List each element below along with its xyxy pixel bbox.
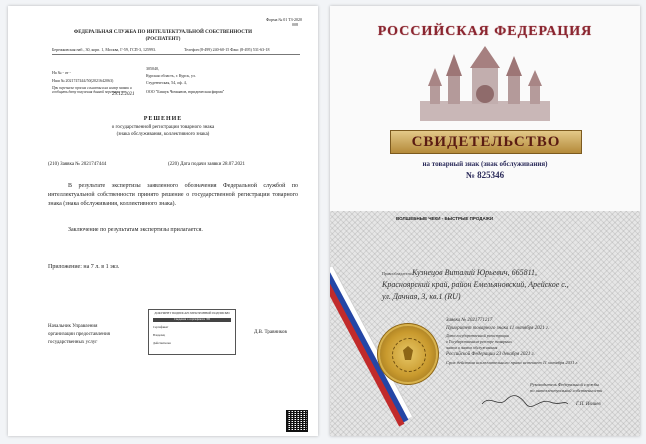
recipient-line: Студенческая, 54, оф. 4, (146, 80, 187, 85)
certificate-subtitle: на товарный знак (знак обслуживания) (422, 160, 548, 168)
signer-title-line: государственных услуг (48, 340, 98, 345)
form-number-2: 008 (292, 22, 298, 27)
reference-line-1: На № - от - (52, 70, 71, 75)
registration-line: Дата государственной регистрации (446, 333, 509, 338)
recipient-line: Курская область, г. Курск, ул. (146, 73, 196, 78)
gold-seal (380, 326, 436, 382)
holder-line: ул. Дачная, 3, кв.1 (RU) (382, 292, 461, 301)
registration-line: Российской Федерации 23 декабря 2021 г. (446, 352, 535, 357)
decision-document (8, 6, 318, 436)
electronic-signature-stamp (148, 309, 236, 355)
certificate-title: СВИДЕТЕЛЬСТВО (390, 130, 582, 154)
stamp-valid: Действителен (153, 341, 171, 345)
reference-note: При переписке просим ссылаться на номер заявки и сообщить дату получения данной переписки от (52, 86, 132, 95)
attachment-note: Приложение: на 7 л. в 1 экз. (48, 264, 120, 270)
stamp-heading: ДОКУМЕНТ ПОДПИСАН ЭЛЕКТРОННОЙ ПОДПИСЬЮ (154, 311, 230, 315)
certificate-number: № 825346 (465, 170, 505, 180)
certificate-document (330, 6, 640, 436)
form-number: Форма № 01 ТЗ-2020 (266, 17, 302, 22)
decision-title: РЕШЕНИЕ (143, 116, 183, 122)
decision-subtitle-2: (знака обслуживания, коллективного знака) (116, 132, 210, 137)
reference-date: 29.12.2021 (112, 92, 135, 97)
agency-name: ФЕДЕРАЛЬНАЯ СЛУЖБА ПО ИНТЕЛЛЕКТУАЛЬНОЙ СОБСТВЕННОСТИ (73, 30, 253, 35)
signature-scribble (480, 392, 570, 410)
holder-line: Красноярский край, район Емельяновский, Арейское с., (382, 280, 569, 289)
application-date: (220) Дата подачи заявки 28.07.2021 (168, 162, 246, 167)
signer-title-line: Начальник Управления (48, 324, 98, 329)
agency-address: Бережковская наб., 30, корп. 1, Москва, Г-59, ГСП-3, 125993. (52, 47, 157, 52)
country-heading: РОССИЙСКАЯ ФЕДЕРАЦИЯ (377, 24, 593, 39)
holder-label: Правообладатель: (382, 271, 413, 276)
agency-short-name: (РОСПАТЕНТ) (145, 37, 181, 42)
expertise-conclusion: Заключение по результатам экспертизы прилагается. (68, 227, 203, 233)
agency-phone: Телефон (8-499) 240-60-15 Факс (8-495) 531-63-18 (184, 47, 270, 52)
head-title-line: Руководитель Федеральной службы (530, 382, 600, 387)
stamp-cert: Сертификат (153, 325, 169, 329)
header-divider (52, 54, 300, 55)
registration-line: знаков и знаков обслуживания (446, 345, 498, 350)
head-title-line: по интеллектуальной собственности (530, 388, 603, 393)
expiry-line: Срок действия исключительного права истекает 11 октября 2031 г. (446, 360, 579, 365)
decision-subtitle-1: о государственной регистрации товарного знака (111, 125, 215, 130)
qr-code (286, 410, 308, 432)
holder-line: Кузнецов Виталий Юрьевич, 665811, (412, 268, 538, 277)
recipient-line: ООО "Бишук Чичьянов, юридическая фирма" (146, 89, 225, 94)
stamp-owner: Владелец (153, 333, 166, 337)
trademark-text: ВОЛШЕБНЫЕ ЧЕКИ - БЫСТРЫЕ ПРОДАЖИ (396, 216, 494, 221)
signer-name: Д.В. Травников (254, 330, 287, 335)
registration-line: в Государственном реестре товарных (446, 339, 512, 344)
application-line: Заявка № 2021771217 (446, 318, 493, 323)
priority-line: Приоритет товарного знака 11 октября 2021 г. (446, 326, 550, 331)
recipient-line: 305040, (146, 66, 159, 71)
reference-line-2: Наш № 2021747444/50(2021642063) (52, 78, 114, 83)
decision-body: В результате экспертизы заявленного обозначения Федеральной службой по интеллектуальной собственности принято решение о государственной регистрации товарного знака (знака обслуживания, коллективного знака). (48, 183, 298, 207)
head-name: Г.П. Ивлиев (576, 402, 601, 407)
stamp-cert-info: Сведения о сертификате ЭП (174, 317, 210, 321)
application-number: (210) Заявка № 2021747444 (48, 162, 107, 167)
signer-title-line: организации предоставления (48, 332, 110, 337)
kremlin-emblem (420, 46, 550, 121)
